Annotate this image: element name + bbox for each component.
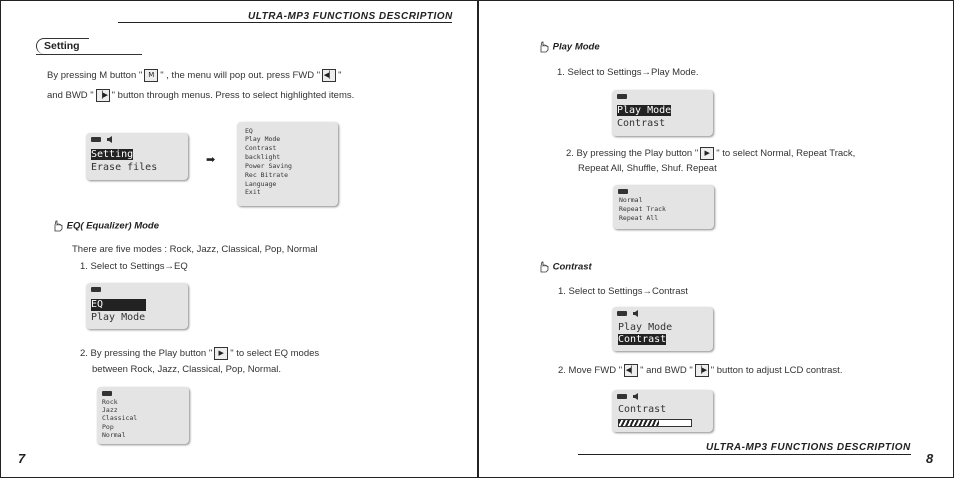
battery-icon	[618, 189, 628, 194]
play-mode-normal: Normal	[619, 196, 643, 204]
lcd-eq-item-2: Play Mode	[91, 312, 146, 323]
setting-line-2: and BWD " ▕▶ " button through menus. Press to select highlighted items.	[47, 90, 355, 102]
contrast-heading	[538, 261, 592, 273]
header-rule-right	[578, 454, 911, 455]
eq-step-1: 1. Select to Settings→EQ	[80, 261, 188, 272]
contrast-title: Contrast	[552, 261, 592, 273]
speaker-icon	[107, 136, 114, 143]
menu-item-exit: Exit	[245, 188, 261, 196]
lcd-setting-item-2: Erase files	[91, 162, 158, 173]
eq-title: EQ( Equalizer) Mode	[66, 220, 160, 232]
contrast-level-fill	[619, 420, 659, 426]
lcd-contrast-label: Contrast	[618, 404, 667, 415]
lcd-contrast-adjust	[612, 390, 713, 432]
menu-item-language: Language	[245, 180, 277, 188]
lcd-menu-list	[237, 122, 338, 206]
eq-intro: There are five modes : Rock, Jazz, Classical, Pop, Normal	[72, 244, 318, 255]
eq-mode-normal: Normal	[102, 431, 126, 439]
battery-icon	[617, 394, 627, 399]
battery-icon	[102, 391, 112, 396]
speaker-icon	[633, 393, 640, 400]
fwd-button-icon: ◀▏	[322, 69, 336, 82]
right-page	[477, 0, 954, 478]
lcd-contrast-item-2: Contrast	[618, 334, 667, 345]
play-mode-title: Play Mode	[552, 41, 600, 53]
eq-mode-pop: Pop	[102, 423, 114, 431]
lcd-play-mode-item-1: Play Mode	[617, 105, 672, 116]
play-mode-repeat-all: Repeat All	[619, 214, 659, 222]
play-button-icon: ▶	[700, 147, 714, 160]
play-mode-step-2: 2. By pressing the Play button " ▶ " to select Normal, Repeat Track,	[566, 148, 856, 160]
play-mode-heading	[538, 41, 600, 53]
lcd-eq-item-1: EQ	[91, 299, 146, 311]
play-mode-step-1: 1. Select to Settings→Play Mode.	[557, 67, 699, 78]
header-title-right: ULTRA-MP3 FUNCTIONS DESCRIPTION	[706, 442, 911, 453]
speaker-icon	[633, 310, 640, 317]
fwd-button-icon: ◀▏	[624, 364, 638, 377]
lcd-contrast-screen	[612, 307, 713, 351]
eq-step-2: 2. By pressing the Play button " ▶ " to select EQ modes	[80, 348, 320, 360]
header-title-left: ULTRA-MP3 FUNCTIONS DESCRIPTION	[248, 11, 453, 22]
pointing-hand-icon	[538, 261, 550, 273]
setting-title: Setting	[44, 40, 80, 52]
eq-mode-rock: Rock	[102, 398, 118, 406]
contrast-step-1: 1. Select to Settings→Contrast	[558, 286, 688, 297]
lcd-setting-screen	[86, 133, 188, 180]
battery-icon	[91, 287, 101, 292]
setting-title-box	[36, 38, 142, 54]
contrast-step-2: 2. Move FWD " ◀▏ " and BWD " ▕▶ " button to adjust LCD contrast.	[558, 365, 843, 377]
pointing-hand-icon	[52, 220, 64, 232]
bwd-button-icon: ▕▶	[96, 89, 110, 102]
menu-item-eq: EQ	[245, 127, 253, 135]
setting-line-1: By pressing M button " M " , the menu will pop out. press FWD " ◀▏ "	[47, 70, 342, 82]
eq-mode-classical: Classical	[102, 414, 138, 422]
lcd-play-mode-item-2: Contrast	[617, 118, 666, 129]
page-number-right: 8	[926, 451, 934, 466]
eq-mode-jazz: Jazz	[102, 406, 118, 414]
m-button-icon: M	[144, 69, 158, 82]
lcd-contrast-item-1: Play Mode	[618, 322, 673, 333]
lcd-play-modes	[613, 185, 714, 229]
menu-item-rec-bitrate: Rec Bitrate	[245, 171, 289, 179]
battery-icon	[91, 137, 101, 142]
menu-item-backlight: backlight	[245, 153, 281, 161]
lcd-setting-item-1: Setting	[91, 149, 134, 160]
lcd-eq-modes	[97, 387, 189, 444]
play-mode-repeat-track: Repeat Track	[619, 205, 666, 213]
eq-step-2-cont: between Rock, Jazz, Classical, Pop, Normal.	[92, 364, 282, 375]
contrast-level-bar	[618, 419, 692, 427]
play-mode-step-2-cont: Repeat All, Shuffle, Shuf. Repeat	[578, 163, 717, 174]
lcd-play-mode-screen	[612, 90, 713, 136]
arrow-right-icon: ➡	[206, 154, 216, 166]
battery-icon	[617, 94, 627, 99]
menu-item-play-mode: Play Mode	[245, 135, 281, 143]
page-number-left: 7	[18, 451, 26, 466]
eq-heading	[52, 220, 159, 232]
header-rule-left	[118, 22, 452, 23]
bwd-button-icon: ▕▶	[695, 364, 709, 377]
menu-item-power-saving: Power Saving	[245, 162, 292, 170]
menu-item-contrast: Contrast	[245, 144, 277, 152]
battery-icon	[617, 311, 627, 316]
pointing-hand-icon	[538, 41, 550, 53]
lcd-eq-screen	[86, 283, 188, 329]
play-button-icon: ▶	[214, 347, 228, 360]
